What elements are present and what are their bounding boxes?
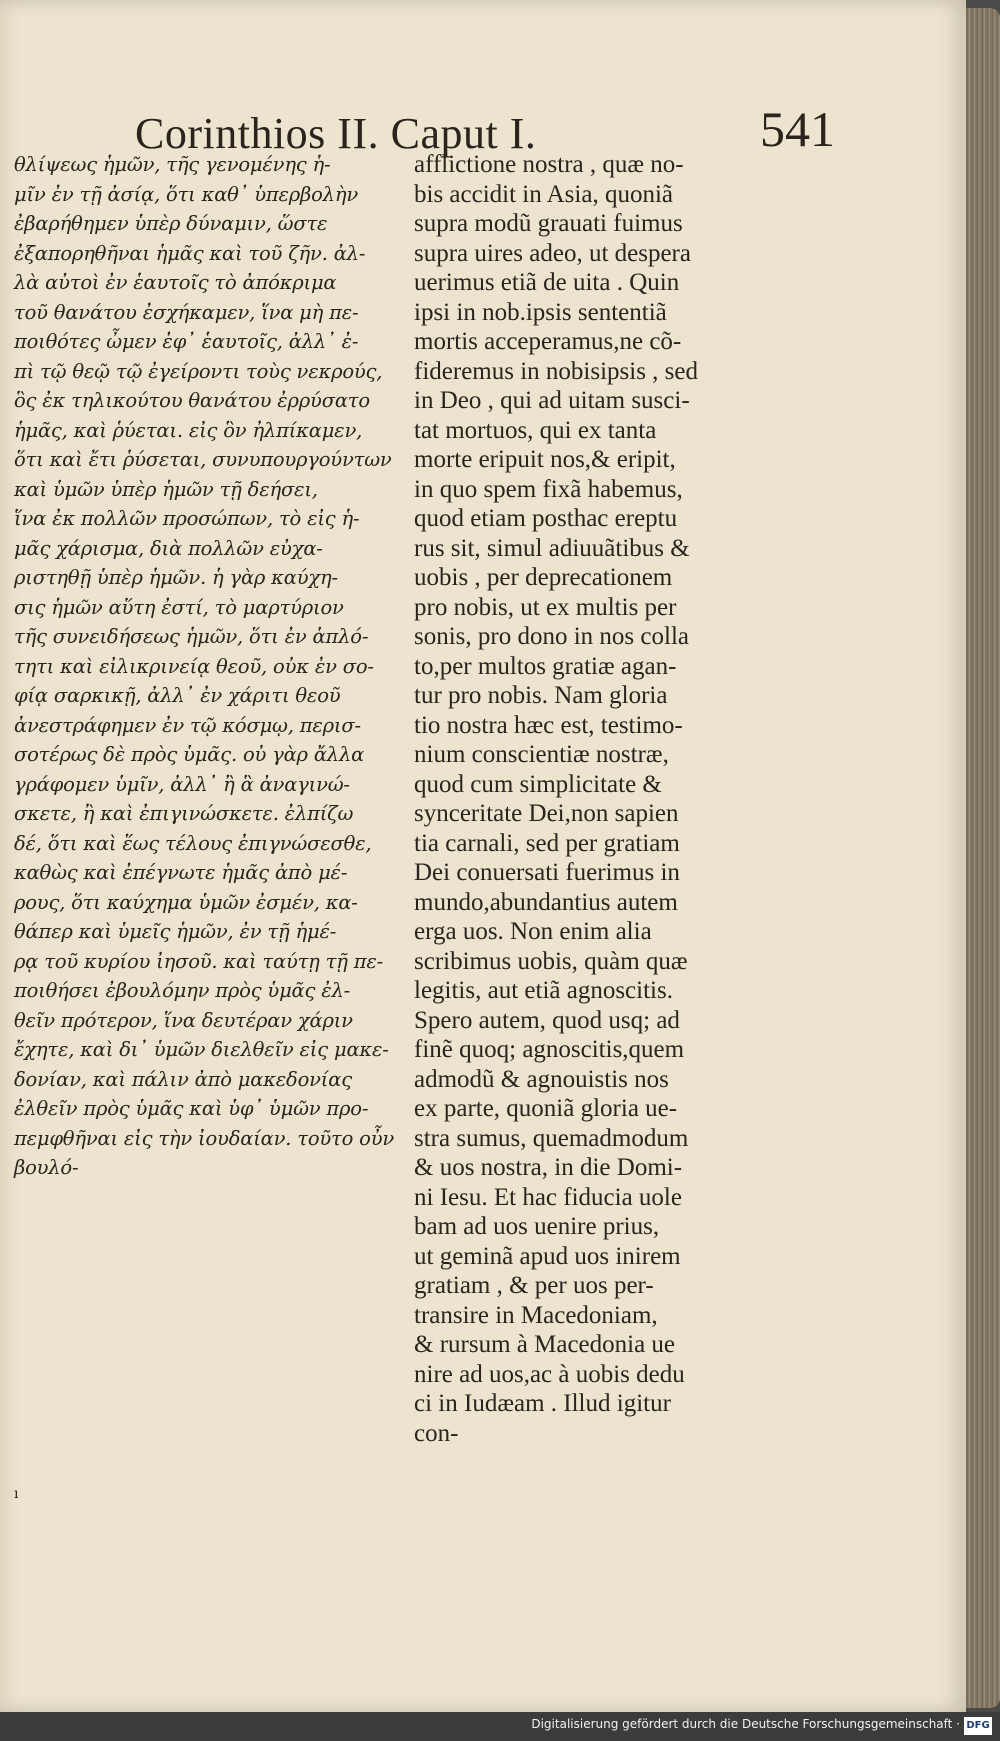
text-line: sonis, pro dono in nos colla (414, 623, 689, 650)
footer-bar (0, 1712, 1000, 1741)
text-line: ἔχητε, καὶ δι᾽ ὑμῶν διελθεῖν εἰς μακε- (14, 1038, 389, 1061)
text-line: πὶ τῷ θεῷ τῷ ἐγείροντι τοὺς νεκρούς, (14, 359, 383, 383)
text-line: tur pro nobis. Nam gloria (414, 682, 668, 709)
text-line: ὅτι καὶ ἔτι ῥύσεται, συνυπουργούντων (14, 448, 392, 471)
text-line: & rursum à Macedonia ue (414, 1331, 676, 1358)
text-line: καὶ ὑμῶν ὑπὲρ ἡμῶν τῇ δεήσει, (14, 477, 318, 501)
text-line: φίᾳ σαρκικῇ, ἀλλ᾽ ἐν χάριτι θεοῦ (14, 684, 341, 707)
text-line: τητι καὶ εἰλικρινείᾳ θεοῦ, οὐκ ἐν σο- (14, 654, 374, 678)
text-line: τῆς συνειδήσεως ἡμῶν, ὅτι ἐν ἁπλό- (14, 625, 369, 648)
text-line: ἐξαπορηθῆναι ἡμᾶς καὶ τοῦ ζῆν. ἀλ- (14, 241, 366, 265)
text-line: legitis, aut etiã agnoscitis. (414, 977, 673, 1004)
text-line: uobis , per deprecationem (414, 564, 673, 591)
text-line: afflictione nostra , quæ no- (414, 151, 684, 178)
text-line: Dei conuersati fuerimus in (414, 859, 680, 886)
text-line: gratiam , & per uos per- (414, 1272, 654, 1299)
text-line: & uos nostra, in die Domi- (414, 1154, 683, 1181)
text-line: τοῦ θανάτου ἐσχήκαμεν, ἵνα μὴ πε- (14, 300, 359, 324)
text-line: λὰ αὐτοὶ ἐν ἑαυτοῖς τὸ ἀπόκριμα (14, 271, 337, 294)
text-line: θάπερ καὶ ὑμεῖς ἡμῶν, ἐν τῇ ἡμέ- (14, 920, 337, 943)
text-line: finẽ quoq; agnoscitis,quem (414, 1036, 685, 1063)
text-line: nium conscientiæ nostræ, (414, 741, 669, 768)
text-line: δέ, ὅτι καὶ ἕως τέλους ἐπιγνώσεσθε, (14, 831, 372, 855)
text-line: ci in Iudæam . Illud igitur (414, 1390, 671, 1417)
text-line: δονίαν, καὶ πάλιν ἀπὸ μακεδονίας (14, 1067, 352, 1091)
text-line: in quo spem fixã habemus, (414, 475, 683, 503)
text-line: πεμφθῆναι εἰς τὴν ἰουδαίαν. τοῦτο οὖν (14, 1126, 395, 1150)
funding-credit: Digitalisierung gefördert durch die Deutsche Forschungsgemeinschaft · (531, 1717, 960, 1731)
text-line: supra modũ grauati fuimus (414, 210, 683, 237)
text-line: quod cum simplicitate & (414, 770, 662, 798)
text-line: ἀνεστράφημεν ἐν τῷ κόσμῳ, περισ- (14, 713, 361, 737)
text-line: βουλό- (14, 1156, 79, 1179)
text-line: καθὼς καὶ ἐπέγνωτε ἡμᾶς ἀπὸ μέ- (14, 861, 348, 884)
greek-text-column (14, 150, 414, 1183)
text-line: bam ad uos uenire prius, (414, 1213, 660, 1240)
text-line: supra uires adeo, ut despera (414, 239, 691, 267)
text-line: mortis acceperamus,ne cõ- (414, 328, 682, 355)
text-line: θλίψεως ἡμῶν, τῆς γενομένης ἡ- (14, 153, 331, 176)
text-line: ρους, ὅτι καύχημα ὑμῶν ἐσμέν, κα- (14, 890, 358, 914)
text-line: tio nostra hæc est, testimo- (414, 711, 683, 739)
dfg-logo: DFG (964, 1717, 992, 1735)
text-line: quod etiam posthac ereptu (414, 505, 678, 532)
text-line: ὃς ἐκ τηλικούτου θανάτου ἐρρύσατο (14, 389, 370, 412)
text-line: σκετε, ἢ καὶ ἐπιγινώσκετε. ἐλπίζω (14, 802, 354, 825)
text-line: fideremus in nobisipsis , sed (414, 357, 699, 385)
text-line: admodũ & agnouistis nos (414, 1065, 669, 1093)
text-line: con- (414, 1419, 459, 1447)
text-line: stra sumus, quemadmodum (414, 1124, 689, 1152)
text-line: in Deo , qui ad uitam susci- (414, 387, 690, 414)
text-line: Spero autem, quod usq; ad (414, 1006, 680, 1034)
text-line: bis accidit in Asia, quoniã (414, 180, 673, 208)
text-line: scribimus uobis, quàm quæ (414, 947, 688, 975)
text-line: uerimus etiã de uita . Quin (414, 269, 680, 296)
text-line: mundo,abundantius autem (414, 888, 678, 916)
text-line: pro nobis, ut ex multis per (414, 593, 677, 621)
text-line: γράφομεν ὑμῖν, ἀλλ᾽ ἢ ἃ ἀναγινώ- (14, 772, 350, 796)
text-line: μᾶς χάρισμα, διὰ πολλῶν εὐχα- (14, 536, 323, 560)
text-line: ποιθότες ὦμεν ἐφ᾽ ἑαυτοῖς, ἀλλ᾽ ἐ- (14, 330, 359, 353)
text-line: σοτέρως δὲ πρὸς ὑμᾶς. οὐ γὰρ ἄλλα (14, 743, 365, 766)
text-line: morte eripuit nos,& eripit, (414, 446, 676, 473)
text-line: to,per multos gratiæ agan- (414, 652, 677, 680)
latin-text-column (414, 150, 724, 1448)
text-line: ἡμᾶς, καὶ ῥύεται. εἰς ὃν ἠλπίκαμεν, (14, 418, 363, 442)
text-line: nire ad uos,ac à uobis dedu (414, 1360, 685, 1388)
text-line: ni Iesu. Et hac fiducia uole (414, 1183, 682, 1211)
text-line: ipsi in nob.ipsis sententiã (414, 298, 667, 326)
text-line: σις ἡμῶν αὕτη ἐστί, τὸ μαρτύριον (14, 595, 344, 619)
text-line: ut geminã apud uos inirem (414, 1242, 681, 1270)
page-number: 541 (760, 101, 835, 157)
text-line: transire in Macedoniam, (414, 1301, 658, 1329)
text-line: ἐβαρήθημεν ὑπὲρ δύναμιν, ὥστε (14, 212, 328, 235)
text-line: μῖν ἐν τῇ ἀσίᾳ, ὅτι καθ᾽ ὑπερβολὴν (14, 182, 358, 206)
text-line: ex parte, quoniã gloria ue- (414, 1095, 678, 1122)
text-line: tat mortuos, qui ex tanta (414, 416, 657, 444)
margin-mark: ı (14, 1486, 19, 1502)
text-line: ποιθήσει ἐβουλόμην πρὸς ὑμᾶς ἐλ- (14, 979, 351, 1002)
book-page-edges (966, 8, 1000, 1708)
text-line: synceritate Dei,non sapien (414, 800, 679, 827)
text-line: ρᾳ τοῦ κυρίου ἰησοῦ. καὶ ταύτῃ τῇ πε- (14, 949, 384, 973)
text-line: rus sit, simul adiuuãtibus & (414, 534, 690, 562)
text-line: tia carnali, sed per gratiam (414, 829, 680, 857)
text-line: ἵνα ἐκ πολλῶν προσώπων, τὸ εἰς ἡ- (14, 507, 360, 530)
text-line: θεῖν πρότερον, ἵνα δευτέραν χάριν (14, 1008, 353, 1032)
text-line: erga uos. Non enim alia (414, 918, 652, 945)
running-title: Corinthios II. Caput I. (135, 109, 537, 158)
text-line: ριστηθῇ ὑπὲρ ἡμῶν. ἡ γὰρ καύχη- (14, 566, 338, 589)
text-line: ἐλθεῖν πρὸς ὑμᾶς καὶ ὑφ᾽ ὑμῶν προ- (14, 1097, 369, 1120)
